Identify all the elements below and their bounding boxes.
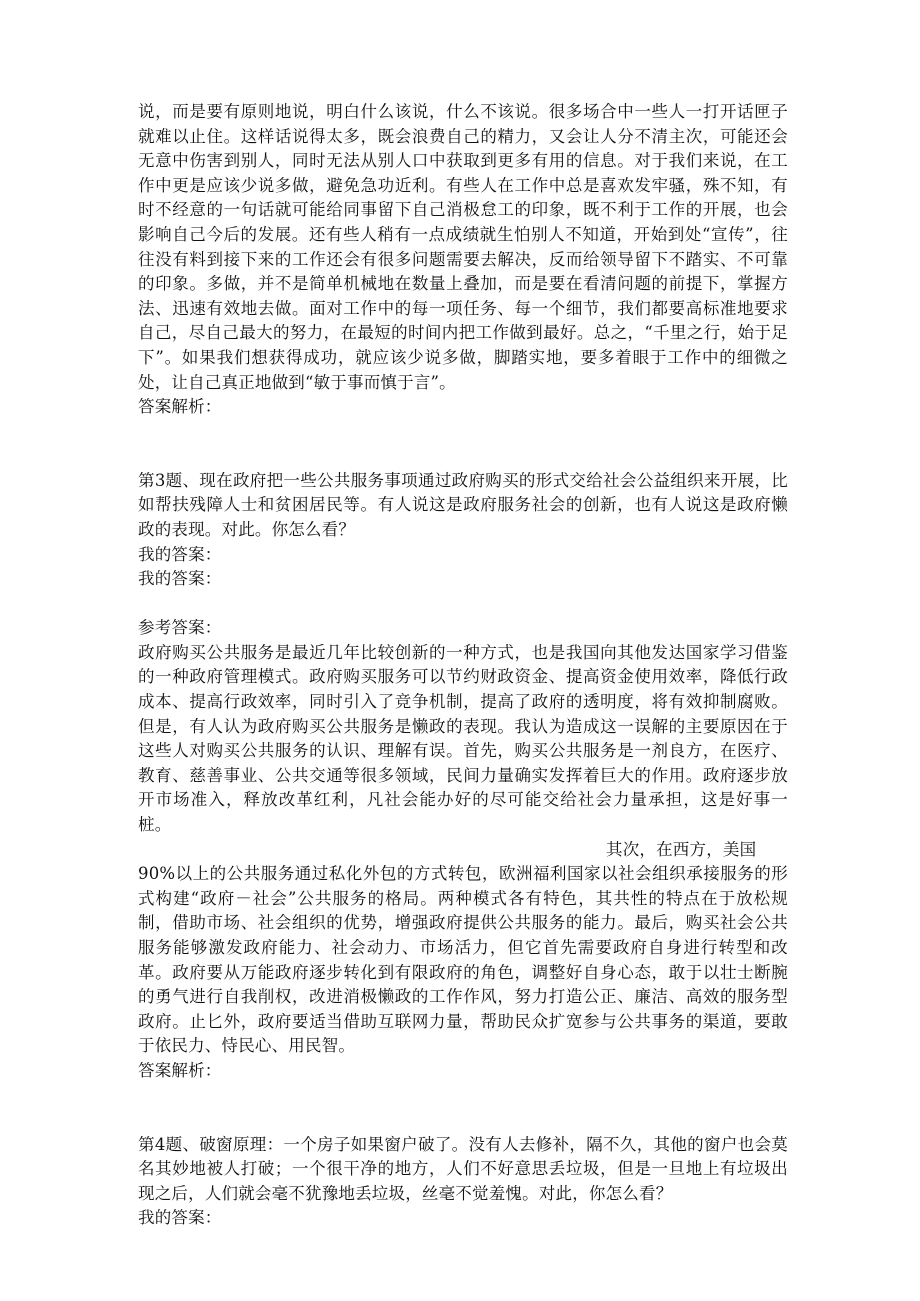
- answer-analysis-label: 答案解析：: [138, 1060, 222, 1080]
- reference-answer-part-3: 90%以上的公共服务通过私化外包的方式转包，欧洲福利国家以社会组织承接服务的形式构建“政府－社会”公共服务的格局。两种模式各有特色，其共性的特点在于放松规制，借助市场、社会组织的优势，增强政府提供公共服务的能力。最后，购买社会公共服务能够激发政府能力、社会动力、市场活力，但它首先需要政府自身进行转型和改革。政府要从万能政府逐步转化到有限政府的角色，调整好自身心态，敢于以壮士断腕的勇气进行自我削权，改进消极懒政的工作作风，努力打造公正、廉洁、高效的服务型政府。止匕外，政府要适当借助互联网力量，帮助民众扩宽参与公共事务的渠道，要敢于依民力、恃民心、用民智。: [138, 864, 788, 1056]
- my-answer-label: 我的答案：: [138, 569, 222, 589]
- spacer: [138, 1084, 788, 1133]
- my-answer-label: 我的答案：: [138, 1208, 222, 1228]
- my-answer-label: 我的答案：: [138, 544, 222, 564]
- question-4-text: 第4题、破窗原理：一个房子如果窗户破了。没有人去修补，隔不久，其他的窗户也会莫名其妙地被人打破；一个很干净的地方，人们不好意思丢垃圾，但是一旦地上有垃圾出现之后，人们就会毫不犹豫地丢垃圾，丝毫不觉羞愧。对此，你怎么看？: [138, 1134, 788, 1203]
- spacer: [138, 592, 788, 617]
- answer-analysis-label: 答案解析：: [138, 397, 222, 417]
- reference-answer-label: 参考答案：: [138, 618, 222, 638]
- reference-answer-part-2: 其次，在西方，美国: [606, 839, 757, 859]
- reference-answer-part-1: 政府购买公共服务是最近几年比较创新的一种方式，也是我国向其他发达国家学习借鉴的一种政府管理模式。政府购买服务可以节约财政资金、提高资金使用效率，降低行政成本、提高行政效率，同时引入了竞争机制，提高了政府的透明度，将有效抑制腐败。但是，有人认为政府购买公共服务是懒政的表现。我认为造成这一误解的主要原因在于这些人对购买公共服务的认识、理解有误。首先，购买公共服务是一剂良方，在医疗、教育、慈善事业、公共交通等很多领域，民间力量确实发挥着巨大的作用。政府逐步放开市场准入，释放改革红利，凡社会能办好的尽可能交给社会力量承担，这是好事一桩。: [138, 642, 788, 835]
- question-3-text: 第3题、现在政府把一些公共服务事项通过政府购买的形式交给社会公益组织来开展，比如帮扶残障人士和贫困居民等。有人说这是政府服务社会的创新，也有人说这是政府懒政的表现。对此。你怎么看？: [138, 470, 788, 539]
- intro-paragraph: 说，而是要有原则地说，明白什么该说，什么不该说。很多场合中一些人一打开话匣子就难以止住。这样话说得太多，既会浪费自己的精力，又会让人分不清主次，可能还会无意中伤害到别人，同时无法从别人口中获取到更多有用的信息。对于我们来说，在工作中更是应该少说多做，避免急功近利。有些人在工作中总是喜欢发牢骚，殊不知，有时不经意的一句话就可能给同事留下自己消极怠工的印象，既不利于工作的开展，也会影响自己今后的发展。还有些人稍有一点成绩就生怕别人不知道，开始到处“宣传”，往往没有料到接下来的工作还会有很多问题需要去解决，反而给领导留下不踏实、不可靠的印象。多做，并不是简单机械地在数量上叠加，而是要在看清问题的前提下，掌握方法、迅速有效地去做。面对工作中的每一项任务、每一个细节，我们都要高标准地要求自己，尽自己最大的努力，在最短的时间内把工作做到最好。总之，“千里之行，始于足下”。如果我们想获得成功，就应该少说多做，脚踏实地，要多着眼于工作中的细微之处，让自己真正地做到“敏于事而慎于言”。: [138, 102, 788, 392]
- document-page: [138, 100, 788, 1231]
- spacer: [138, 420, 788, 469]
